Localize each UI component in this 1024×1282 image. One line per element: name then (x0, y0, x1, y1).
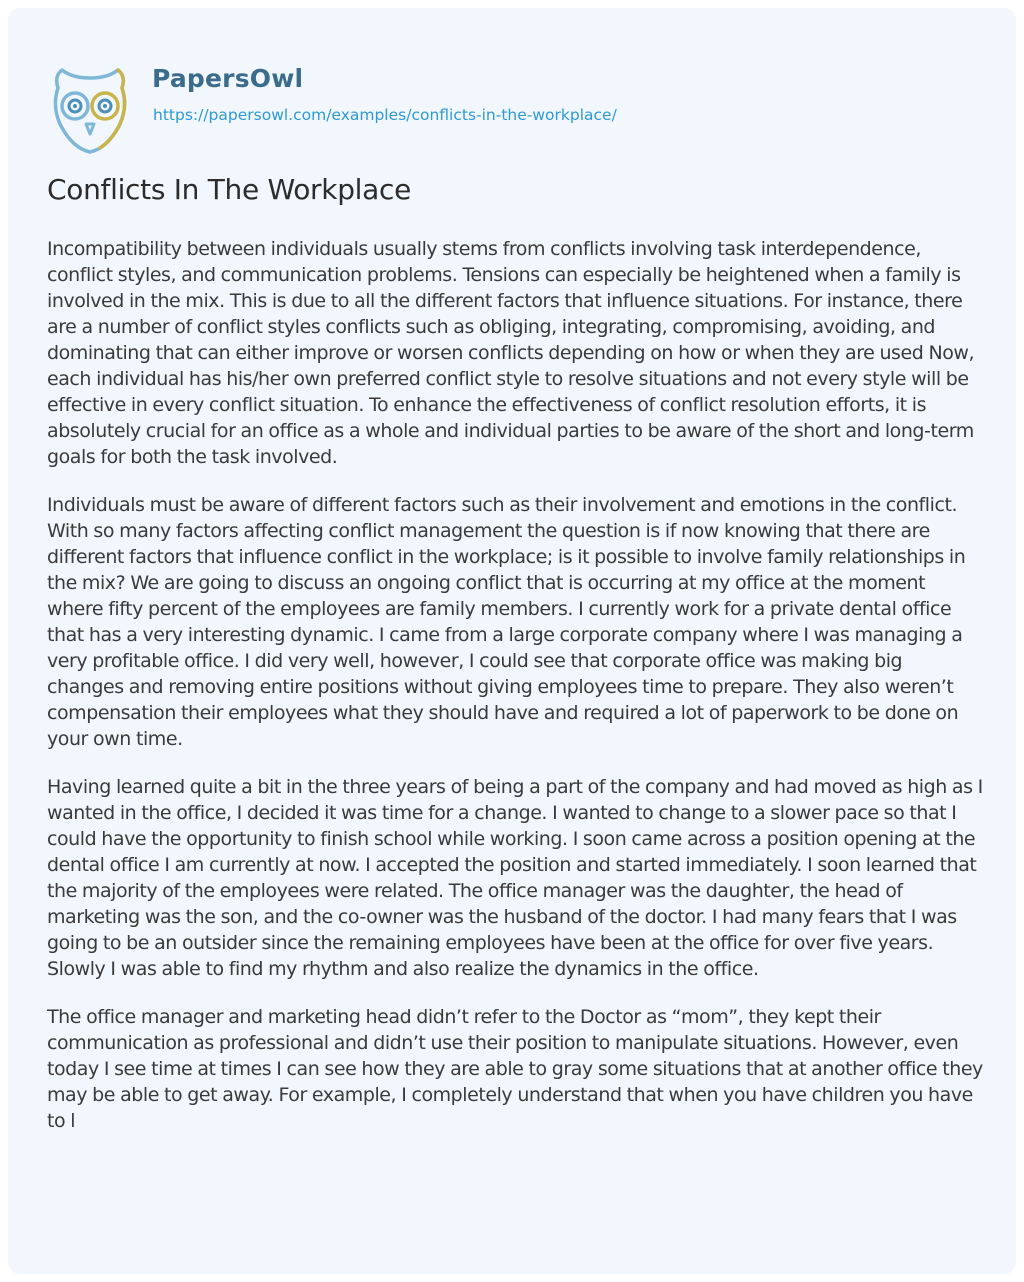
source-url-link[interactable]: https://papersowl.com/examples/conflicts-in-the-workplace/ (153, 106, 617, 124)
brand-name: PapersOwl (152, 64, 304, 93)
essay-paragraph: Incompatibility between individuals usually stems from conflicts involving task interdependence, conflict styles, and communication problems. Tensions can especially be heightened when a family is involved in the mix. This is due to all the different factors that influence situations. For instance, there are a number of conflict styles conflicts such as obliging, integrating, compromising, avoiding, and dominating that can either improve or worsen conflicts depending on how or when they are used Now, each individual has his/her own preferred conflict style to resolve situations and not every style will be effective in every conflict situation. To enhance the effectiveness of conflict resolution efforts, it is absolutely crucial for an office as a whole and individual parties to be aware of the short and long-term goals for both the task involved. (47, 238, 975, 468)
essay-paragraph: The office manager and marketing head didn’t refer to the Doctor as “mom”, they kept their communication as professional and didn’t use their position to manipulate situations. However, even today I see time at times I can see how they are able to gray some situations that at another office they may be able to get away. For example, I completely understand that when you have children you have to l (47, 1006, 983, 1132)
owl-logo-icon (50, 66, 130, 156)
document-card (8, 8, 1016, 1274)
essay-paragraph: Having learned quite a bit in the three years of being a part of the company and had moved as high as I wanted in the office, I decided it was time for a change. I wanted to change to a slower pace so that I could have the opportunity to finish school while working. I soon came across a position opening at the dental office I am currently at now. I accepted the position and started immediately. I soon learned that the majority of the employees were related. The office manager was the daughter, the head of marketing was the son, and the co-owner was the husband of the doctor. I had many fears that I was going to be an outsider since the remaining employees have been at the office for over five years. Slowly I was able to find my rhythm and also realize the dynamics in the office. (47, 776, 983, 980)
document-title: Conflicts In The Workplace (47, 173, 412, 206)
essay-paragraph: Individuals must be aware of different factors such as their involvement and emotions in the conflict. With so many factors affecting conflict management the question is if now knowing that there are different factors that influence conflict in the workplace; is it possible to involve family relationships in the mix? We are going to discuss an ongoing conflict that is occurring at my office at the moment where fifty percent of the employees are family members. I currently work for a private dental office that has a very interesting dynamic. I came from a large corporate company where I was managing a very profitable office. I did very well, however, I could see that corporate office was making big changes and removing entire positions without giving employees time to prepare. They also weren’t compensation their employees what they should have and required a lot of paperwork to be done on your own time. (47, 494, 966, 750)
essay-body (47, 236, 983, 1156)
